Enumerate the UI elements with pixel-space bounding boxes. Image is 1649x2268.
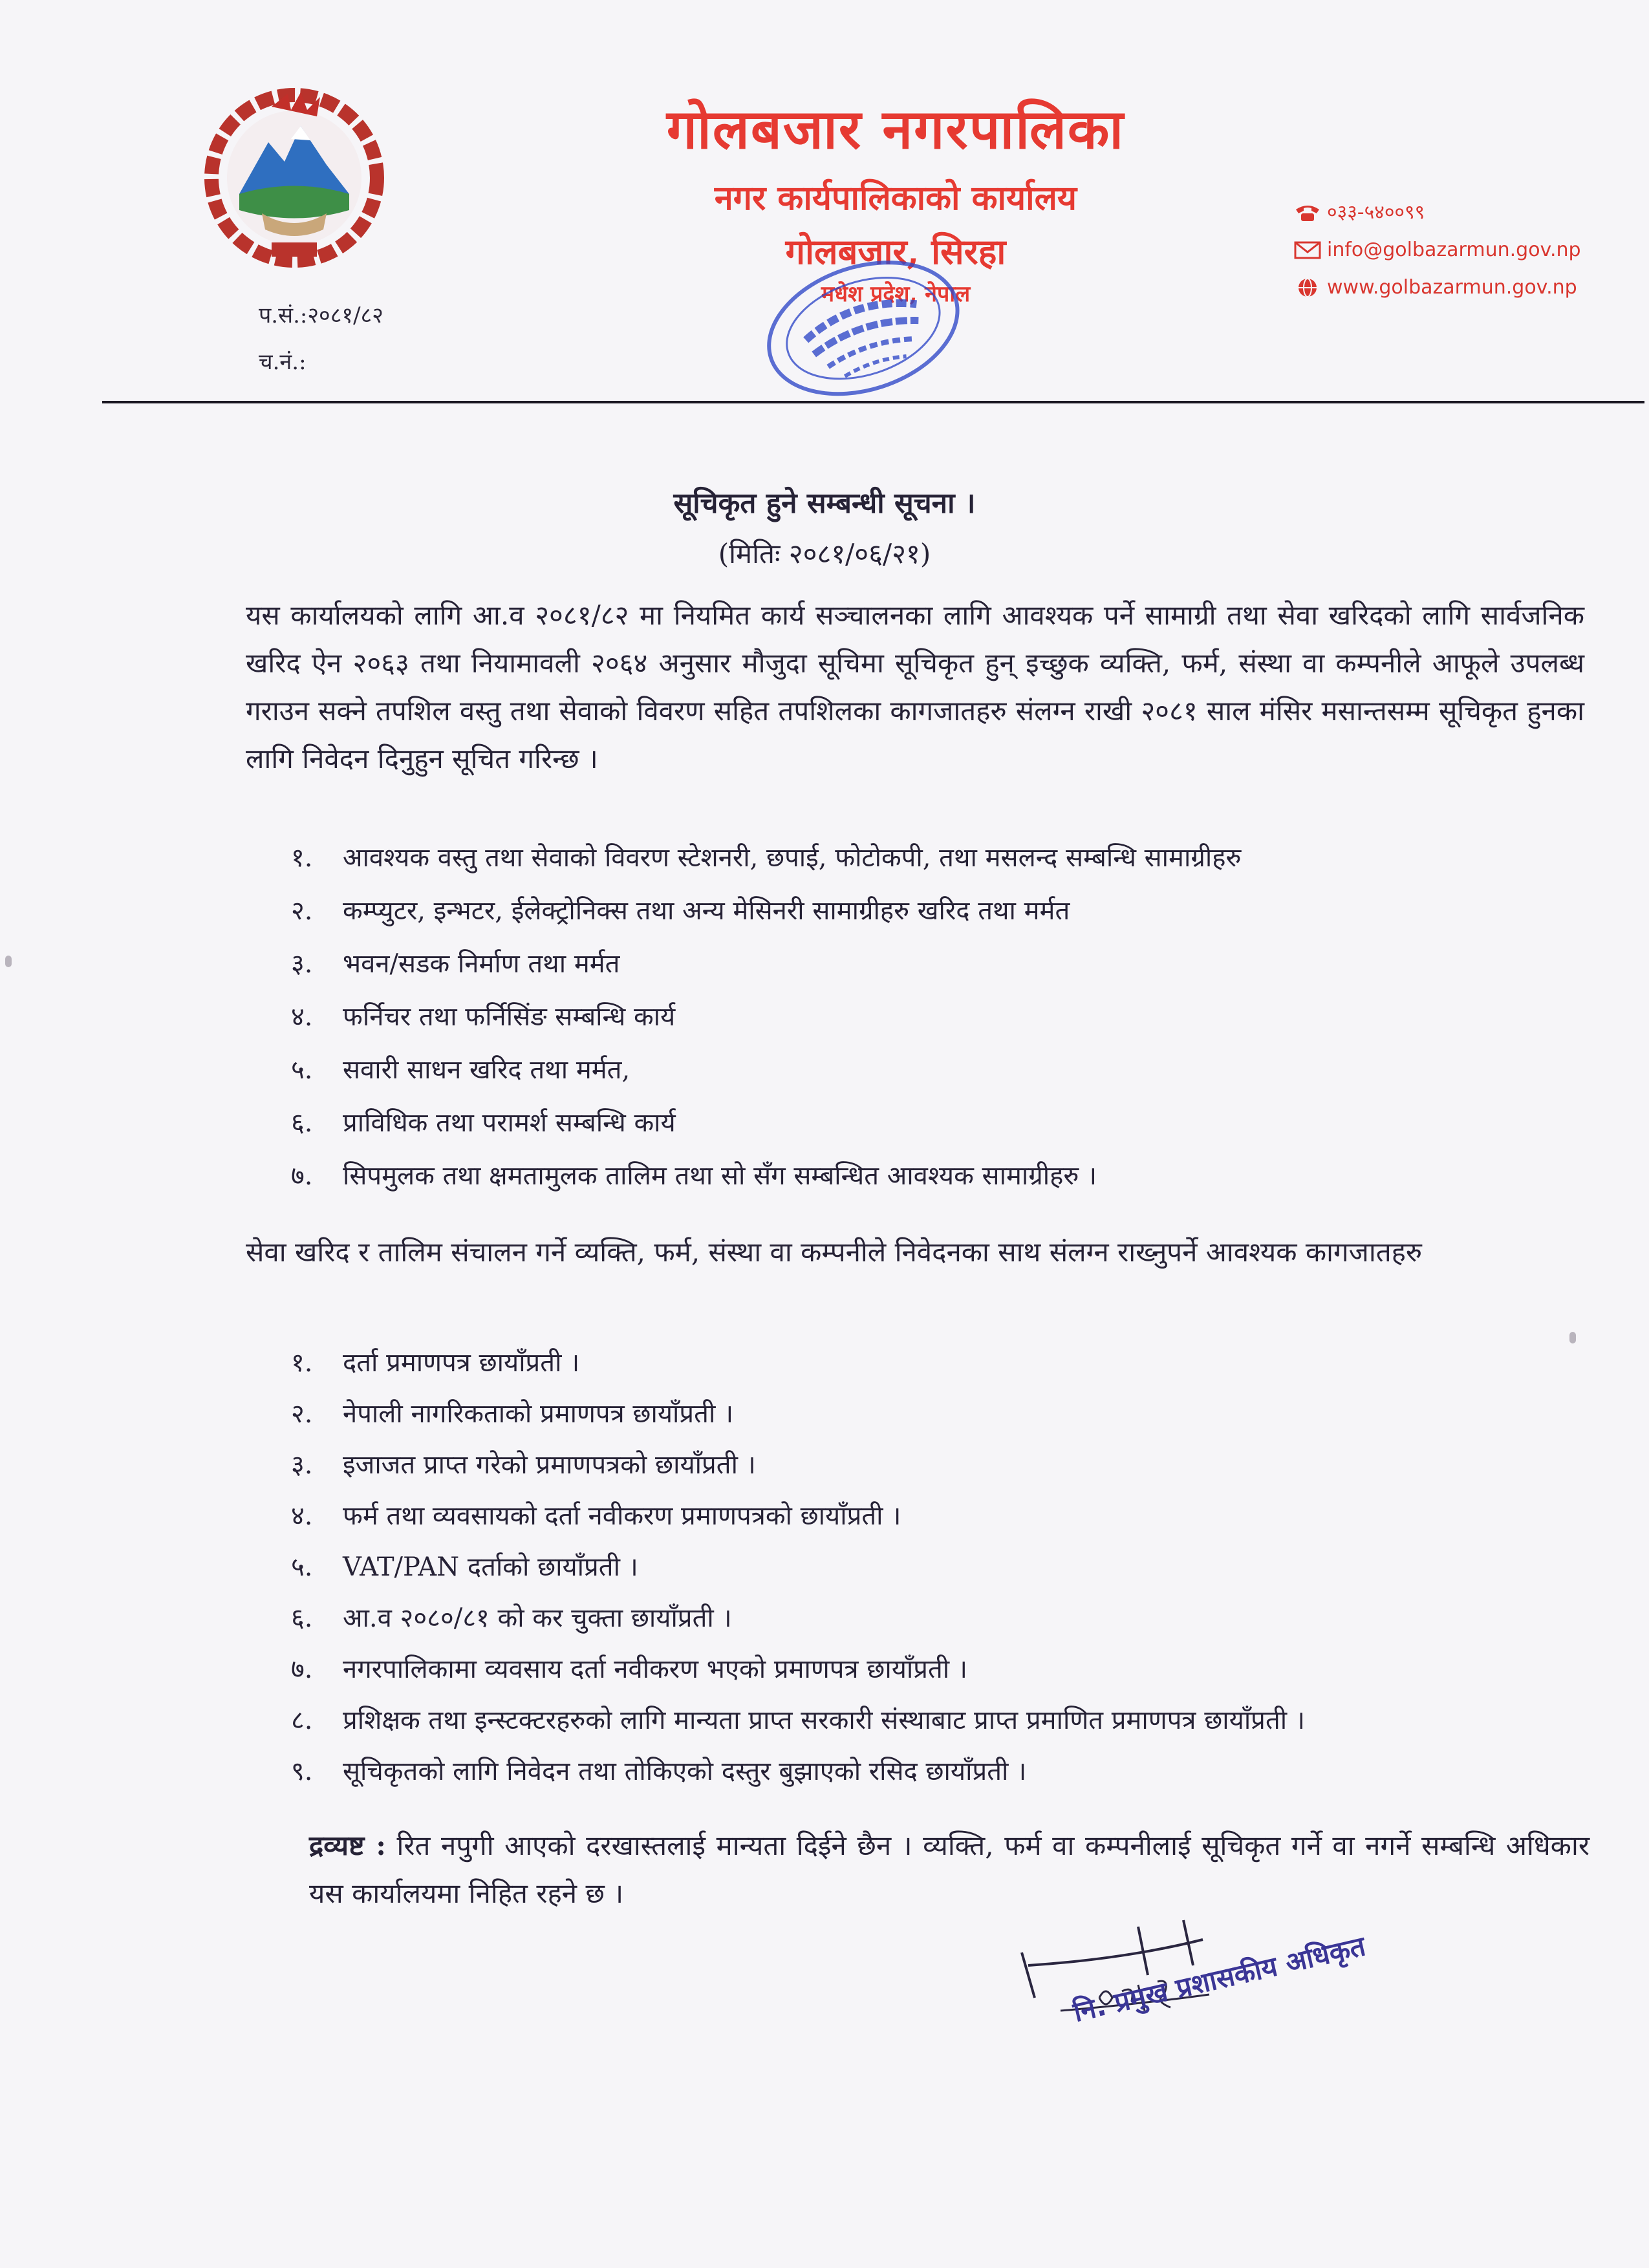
province-line: मधेश प्रदेश, नेपाल: [821, 281, 971, 307]
list-item: ३. इजाजत प्राप्त गरेको प्रमाणपत्रको छायाँप्रती ।: [291, 1450, 756, 1480]
contact-block: [1293, 194, 1630, 306]
documents-list: [291, 1336, 1584, 1795]
telephone-icon: [1293, 202, 1322, 224]
scan-speck: [1569, 1332, 1576, 1343]
note-text: रित नपुगी आएको दरखास्तलाई मान्यता दिईने छैन । व्यक्ति, फर्म वा कम्पनीलाई सूचिकृत गर्ने वा नगर्ने सम्बन्धि अधिकार यस कार्यालयमा निहित रहने छ ।: [309, 1830, 1590, 1909]
documents-intro: सेवा खरिद र तालिम संचालन गर्ने व्यक्ति, फर्म, संस्था वा कम्पनीले निवेदनका साथ संलग्न राख्नुपर्ने आवश्यक कागजातहरु: [246, 1236, 1423, 1268]
office-location: गोलबजार, सिरहा: [785, 230, 1006, 272]
header-divider: [102, 401, 1644, 403]
email-link[interactable]: info@golbazarmun.gov.np: [1327, 239, 1581, 261]
list-item: ६. प्राविधिक तथा परामर्श सम्बन्धि कार्य: [291, 1107, 676, 1138]
email-row: [1293, 231, 1630, 269]
office-round-stamp-icon: [731, 259, 989, 420]
list-item: १. दर्ता प्रमाणपत्र छायाँप्रती ।: [291, 1348, 580, 1378]
envelope-icon: [1293, 239, 1322, 261]
website-link[interactable]: www.golbazarmun.gov.np: [1327, 276, 1577, 299]
list-item: ८. प्रशिक्षक तथा इन्स्टक्टरहरुको लागि मान्यता प्राप्त सरकारी संस्थाबाट प्राप्त प्रमाणित प्रमाणपत्र छायाँप्रती ।: [291, 1706, 1305, 1735]
phone-number: ०३३-५४००९९: [1327, 201, 1425, 224]
list-item: ३. भवन/सडक निर्माण तथा मर्मत: [291, 948, 620, 979]
services-list: [291, 829, 1584, 1201]
list-item: ४. फर्निचर तथा फर्निसिंङ सम्बन्धि कार्य: [291, 1001, 676, 1032]
list-item: ५. VAT/PAN दर्ताको छायाँप्रती ।: [291, 1552, 638, 1582]
org-name: गोलबजार नगरपालिका: [666, 97, 1125, 161]
note-paragraph: [309, 1822, 1590, 1918]
list-item: ९. सूचिकृतको लागि निवेदन तथा तोकिएको दस्तुर बुझाएको रसिद छायाँप्रती ।: [291, 1757, 1027, 1786]
notice-date: (मितिः २०८१/०६/२१): [718, 538, 931, 570]
list-item: १. आवश्यक वस्तु तथा सेवाको विवरण स्टेशनरी, छपाई, फोटोकपी, तथा मसलन्द सम्बन्धि सामाग्रीहरु: [291, 842, 1242, 873]
list-item: २. कम्प्युटर, इन्भटर, ईलेक्ट्रोनिक्स तथा अन्य मेसिनरी सामाग्रीहरु खरिद तथा मर्मत: [291, 895, 1070, 926]
list-item: ७. सिपमुलक तथा क्षमतामुलक तालिम तथा सो सँग सम्बन्धित आवश्यक सामाग्रीहरु ।: [291, 1161, 1097, 1191]
notice-title: सूचिकृत हुने सम्बन्धी सूचना ।: [673, 487, 976, 520]
website-row: [1293, 269, 1630, 306]
phone-row: [1293, 194, 1630, 231]
reference-block: [259, 292, 383, 385]
list-item: ७. नगरपालिकामा व्यवसाय दर्ता नवीकरण भएको प्रमाणपत्र छायाँप्रती ।: [291, 1654, 968, 1684]
intro-paragraph: यस कार्यालयको लागि आ.व २०८१/८२ मा नियमित कार्य सञ्चालनका लागि आवश्यक पर्ने सामाग्री तथा सेवा खरिदको लागि सार्वजनिक खरिद ऐन २०६३ तथा नियामावली २०६४ अनुसार मौजुदा सूचिमा सूचिकृत हुन् इच्छुक व्यक्ति, फर्म, संस्था वा कम्पनीले आफूले उपलब्ध गराउन सक्ने तपशिल वस्तु तथा सेवाको विवरण सहित तपशिलका कागजातहरु संलग्न राखी २०८१ साल मंसिर मसान्तसम्म सूचिकृत हुनका लागि निवेदन दिनुहुन सूचित गरिन्छ ।: [246, 599, 1584, 775]
signatory-title: नि. प्रमुख प्रशासकीय अधिकृत: [1070, 1930, 1368, 2028]
scan-speck: [5, 956, 12, 967]
list-item: ५. सवारी साधन खरिद तथा मर्मत,: [291, 1054, 630, 1085]
nepal-government-emblem-icon: [194, 81, 394, 268]
reference-number: प.सं.:२०८१/८२: [259, 303, 383, 328]
list-item: ४. फर्म तथा व्यवसायको दर्ता नवीकरण प्रमाणपत्रको छायाँप्रती ।: [291, 1501, 901, 1531]
office-name: नगर कार्यपालिकाको कार्यालय: [714, 178, 1077, 218]
list-item: ६. आ.व २०८०/८१ को कर चुक्ता छायाँप्रती ।: [291, 1603, 732, 1633]
list-item: २. नेपाली नागरिकताको प्रमाणपत्र छायाँप्रती ।: [291, 1399, 734, 1429]
dispatch-number: च.नं.:: [259, 349, 307, 375]
note-label: द्रव्यष्ट :: [309, 1830, 386, 1861]
globe-icon: [1293, 277, 1322, 299]
